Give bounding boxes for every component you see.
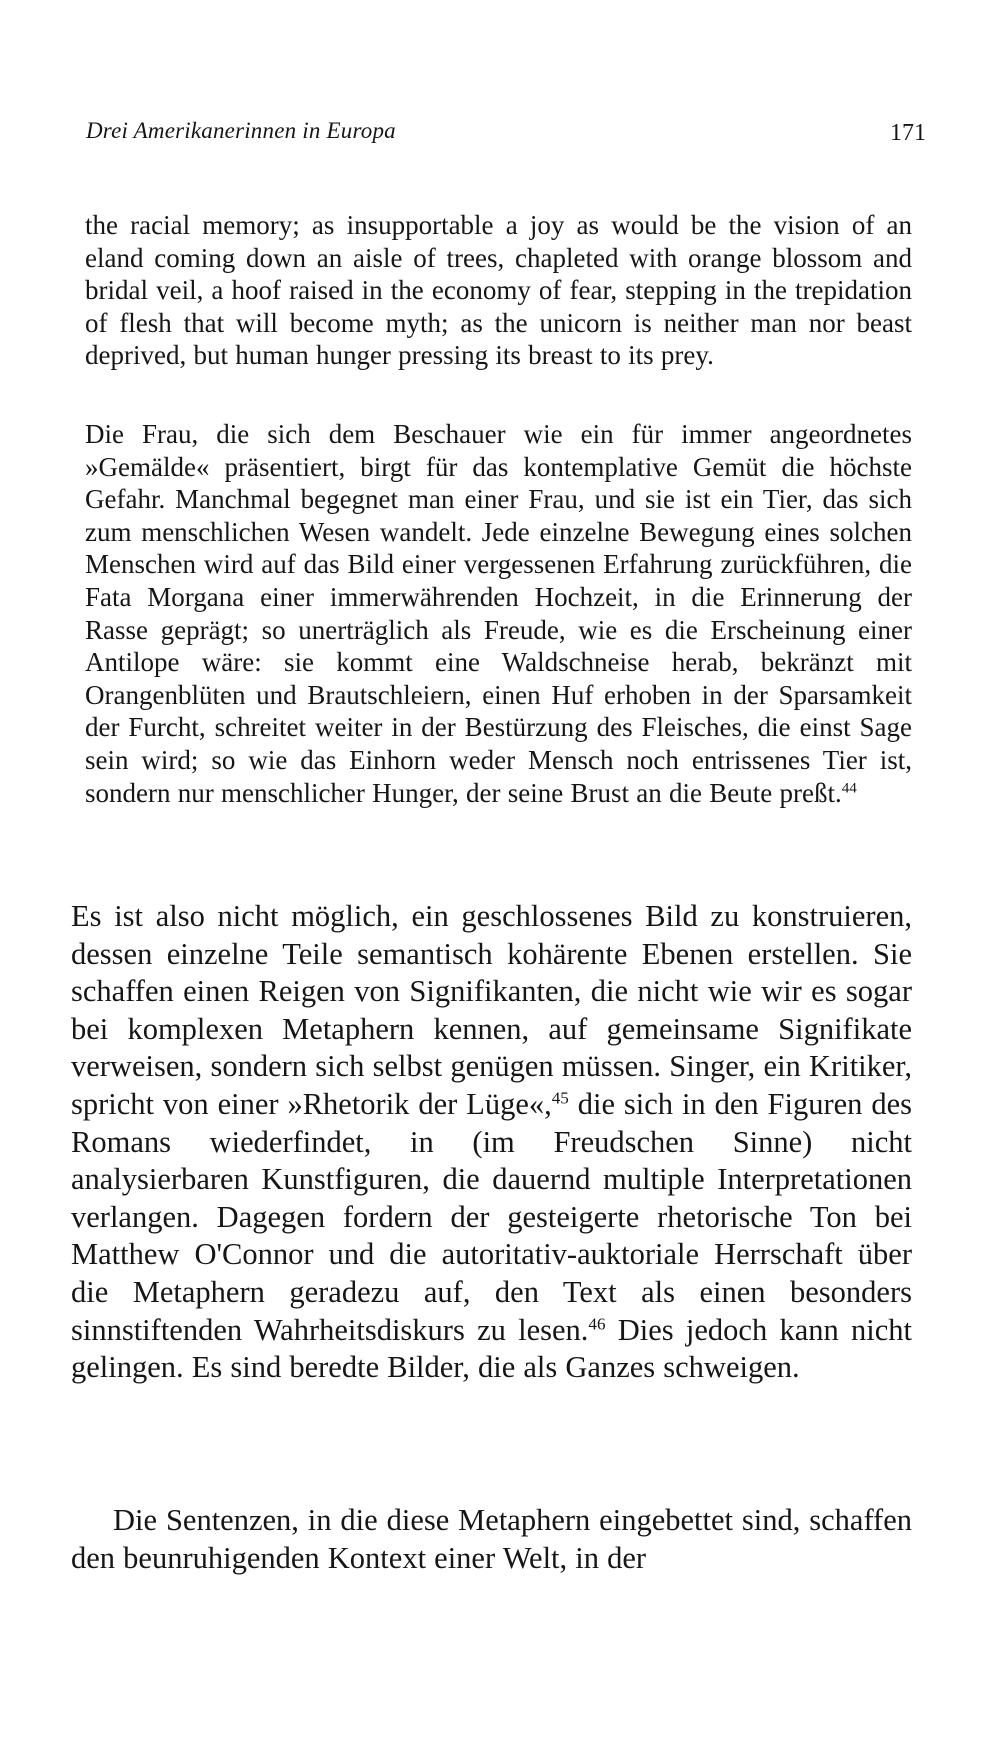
footnote-ref-44: 44 bbox=[841, 780, 857, 797]
quote-english-text: the racial memory; as insupportable a joy as would be the vision of an eland coming down an aisle of trees, chapleted with orange blossom and bridal veil, a hoof raised in the economy of fear, stepping in the trepidation of flesh that will become myth; as the unicorn is neither man nor beast deprived, but human hunger pressing its breast to its prey. bbox=[85, 210, 912, 371]
body-paragraph-1 bbox=[71, 898, 912, 1387]
body-paragraph-2 bbox=[71, 1502, 912, 1577]
footnote-ref-45: 45 bbox=[551, 1088, 569, 1108]
quote-english bbox=[85, 209, 912, 372]
running-title: Drei Amerikanerinnen in Europa bbox=[86, 118, 396, 143]
body-paragraph-1-part-3: Dies jedoch kann nicht gelingen. Es sind beredte Bilder, die als Ganzes schweigen. bbox=[71, 1312, 912, 1385]
footnote-ref-46: 46 bbox=[588, 1313, 606, 1333]
quote-german bbox=[85, 418, 912, 809]
body-paragraph-1-part-1: Es ist also nicht möglich, ein geschlossenes Bild zu konstruieren, dessen einzelne Teile semantisch kohärente Ebenen erstellen. Sie schaffen einen Reigen von Signifikanten, die nicht wie wir es sogar bei komplexen Metaphern kennen, auf gemeinsame Signifikate verweisen, sondern sich selbst genügen müssen. Singer, ein Kritiker, spricht von einer »Rhetorik der Lüge«, bbox=[71, 899, 912, 1121]
body-paragraph-2-text: Die Sentenzen, in die diese Metaphern eingebettet sind, schaffen den beunruhigenden Kontext einer Welt, in der bbox=[71, 1503, 912, 1575]
body-paragraph-1-part-2: die sich in den Figuren des Romans wiederfindet, in (im Freudschen Sinne) nicht analysierbaren Kunstfiguren, die dauernd multiple Interpretationen verlangen. Dagegen fordern der gesteigerte rhetorische Ton bei Matthew O'Connor und die autoritativ-auktoriale Herrschaft über die Metaphern geradezu auf, den Text als einen besonders sinnstiftenden Wahrheitsdiskurs zu lesen. bbox=[71, 1086, 912, 1347]
running-head bbox=[86, 118, 926, 158]
quote-german-text: Die Frau, die sich dem Beschauer wie ein für immer angeordnetes »Gemälde« präsentiert, birgt für das kontemplative Gemüt die höchste Gefahr. Manchmal begegnet man einer Frau, und sie ist ein Tier, das sich zum menschlichen Wesen wandelt. Jede einzelne Bewegung eines solchen Menschen wird auf das Bild einer vergessenen Erfahrung zurückführen, die Fata Morgana einer immerwährenden Hochzeit, in die Erinnerung der Rasse geprägt; so unerträglich als Freude, wie es die Erscheinung einer Antilope wäre: sie kommt eine Waldschneise herab, bekränzt mit Orangenblüten und Brautschleiern, einen Huf erhoben in der Sparsamkeit der Furcht, schreitet weiter in der Bestürzung des Fleisches, die einst Sage sein wird; so wie das Einhorn weder Mensch noch entrissenes Tier ist, sondern nur menschlicher Hunger, der seine Brust an die Beute preßt. bbox=[85, 419, 912, 808]
page-number: 171 bbox=[890, 120, 926, 146]
